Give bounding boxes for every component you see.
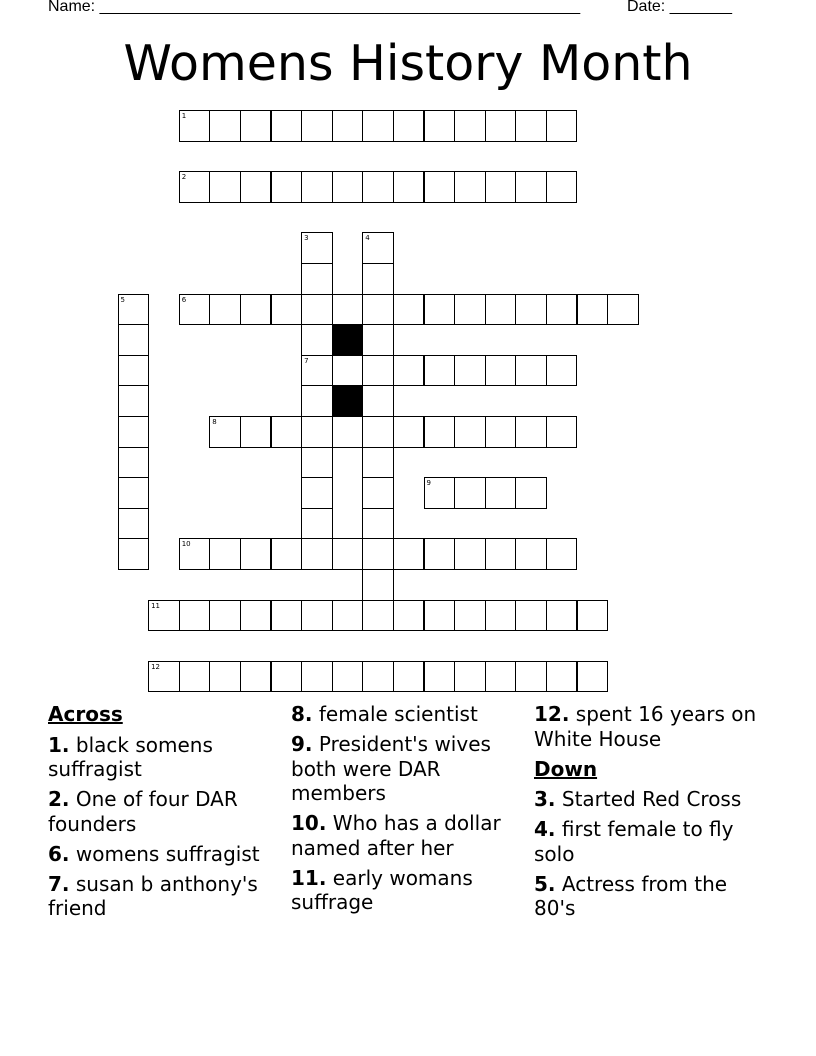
grid-cell[interactable] — [546, 661, 578, 693]
grid-cell[interactable] — [332, 171, 364, 203]
grid-cell[interactable] — [393, 600, 425, 632]
grid-cell[interactable] — [546, 416, 578, 448]
grid-cell[interactable] — [485, 110, 517, 142]
grid-cell[interactable] — [179, 294, 211, 326]
grid-cell[interactable] — [332, 110, 364, 142]
page-title: Womens History Month — [123, 35, 693, 92]
grid-cell[interactable] — [118, 355, 150, 387]
black-square — [332, 385, 364, 417]
grid-cell[interactable] — [546, 538, 578, 570]
clue-number: 1 — [181, 112, 187, 120]
grid-cell[interactable] — [118, 508, 150, 540]
grid-cell[interactable] — [118, 447, 150, 479]
grid-cell[interactable] — [424, 600, 456, 632]
clue-across-6: 6. womens suffragist — [48, 841, 260, 866]
grid-cell[interactable] — [301, 477, 333, 509]
grid-cell[interactable] — [485, 294, 517, 326]
grid-cell[interactable] — [271, 416, 303, 448]
grid-cell[interactable] — [118, 538, 150, 570]
clue-across-10: 10. Who has a dollar named after her — [291, 811, 501, 860]
grid-cell[interactable] — [515, 171, 547, 203]
grid-cell[interactable] — [454, 416, 486, 448]
clue-number: 9 — [426, 479, 431, 488]
grid-cell[interactable] — [362, 600, 394, 632]
grid-cell[interactable] — [332, 294, 364, 326]
grid-cell[interactable] — [362, 538, 394, 570]
grid-cell[interactable] — [393, 661, 425, 693]
clue-across-7: 7. susan b anthony's friend — [48, 871, 258, 920]
clue-across-9: 9. President's wives both were DAR members — [291, 732, 491, 805]
grid-cell[interactable] — [148, 661, 180, 693]
grid-cell[interactable] — [454, 538, 486, 570]
grid-cell[interactable] — [301, 355, 333, 387]
clue-across-11: 11. early womans suffrage — [291, 865, 473, 914]
grid-cell[interactable] — [179, 661, 211, 693]
grid-cell[interactable] — [454, 294, 486, 326]
grid-cell[interactable] — [485, 171, 517, 203]
grid-cell[interactable] — [301, 538, 333, 570]
grid-cell[interactable] — [362, 232, 394, 264]
grid-cell[interactable] — [271, 600, 303, 632]
grid-cell[interactable] — [301, 110, 333, 142]
grid-cell[interactable] — [148, 600, 180, 632]
grid-cell[interactable] — [454, 477, 486, 509]
grid-cell[interactable] — [577, 294, 609, 326]
grid-cell[interactable] — [118, 294, 150, 326]
grid-cell[interactable] — [301, 600, 333, 632]
grid-cell[interactable] — [362, 416, 394, 448]
grid-cell[interactable] — [240, 416, 272, 448]
grid-cell[interactable] — [424, 416, 456, 448]
grid-cell[interactable] — [485, 477, 517, 509]
grid-cell[interactable] — [271, 171, 303, 203]
grid-cell[interactable] — [362, 294, 394, 326]
grid-cell[interactable] — [209, 661, 241, 693]
grid-cell[interactable] — [271, 110, 303, 142]
grid-cell[interactable] — [454, 600, 486, 632]
grid-cell[interactable] — [332, 416, 364, 448]
grid-cell[interactable] — [209, 110, 241, 142]
grid-cell[interactable] — [179, 600, 211, 632]
grid-cell[interactable] — [332, 661, 364, 693]
grid-cell[interactable] — [515, 661, 547, 693]
grid-cell[interactable] — [240, 661, 272, 693]
grid-cell[interactable] — [362, 477, 394, 509]
grid-cell[interactable] — [393, 171, 425, 203]
clue-down-4: 4. first female to fly solo — [534, 817, 734, 866]
grid-cell[interactable] — [301, 232, 333, 264]
grid-cell[interactable] — [546, 110, 578, 142]
grid-cell[interactable] — [179, 171, 211, 203]
grid-cell[interactable] — [209, 294, 241, 326]
grid-cell[interactable] — [546, 294, 578, 326]
grid-cell[interactable] — [118, 416, 150, 448]
clue-number: 5 — [120, 295, 125, 304]
grid-cell[interactable] — [515, 416, 547, 448]
grid-cell[interactable] — [362, 385, 394, 417]
clue-number: 7 — [304, 356, 309, 365]
grid-cell[interactable] — [209, 538, 241, 570]
grid-cell[interactable] — [362, 569, 394, 601]
clue-number: 11 — [151, 601, 161, 610]
grid-cell[interactable] — [362, 508, 394, 540]
grid-cell[interactable] — [362, 324, 394, 356]
clue-across-12: 12. spent 16 years on White House — [534, 702, 757, 751]
grid-cell[interactable] — [209, 416, 241, 448]
grid-cell[interactable] — [485, 600, 517, 632]
name-field[interactable]: Name: ______________________________________________________ — [48, 0, 581, 15]
grid-cell[interactable] — [301, 385, 333, 417]
grid-cell[interactable] — [393, 355, 425, 387]
grid-cell[interactable] — [301, 294, 333, 326]
clue-down-5: 5. Actress from the 80's — [534, 871, 728, 920]
clue-column-1 — [48, 702, 288, 926]
clue-number: 12 — [151, 662, 161, 671]
grid-cell[interactable] — [362, 263, 394, 295]
clue-column-2 — [291, 702, 531, 920]
grid-cell[interactable] — [515, 600, 547, 632]
across-heading: Across — [48, 702, 123, 726]
grid-cell[interactable] — [485, 538, 517, 570]
down-heading: Down — [534, 756, 598, 781]
date-field[interactable]: Date: _______ — [627, 0, 732, 15]
clue-number: 8 — [212, 418, 217, 426]
grid-cell[interactable] — [332, 538, 364, 570]
grid-cell[interactable] — [362, 171, 394, 203]
grid-cell[interactable] — [332, 355, 364, 387]
clue-across-2: 2. One of four DAR founders — [48, 787, 238, 836]
grid-cell[interactable] — [546, 600, 578, 632]
grid-cell[interactable] — [393, 110, 425, 142]
grid-cell[interactable] — [424, 171, 456, 203]
grid-cell[interactable] — [515, 355, 547, 387]
grid-cell[interactable] — [515, 294, 547, 326]
grid-cell[interactable] — [454, 171, 486, 203]
grid-cell[interactable] — [546, 171, 578, 203]
grid-cell[interactable] — [362, 447, 394, 479]
grid-cell[interactable] — [485, 661, 517, 693]
grid-cell[interactable] — [240, 538, 272, 570]
grid-cell[interactable] — [577, 661, 609, 693]
grid-cell[interactable] — [301, 324, 333, 356]
grid-cell[interactable] — [515, 110, 547, 142]
grid-cell[interactable] — [271, 294, 303, 326]
grid-cell[interactable] — [118, 324, 150, 356]
grid-cell[interactable] — [118, 477, 150, 509]
clue-across-1: 1. black somens suffragist — [48, 732, 213, 781]
clue-number: 3 — [304, 234, 309, 243]
grid-cell[interactable] — [301, 171, 333, 203]
grid-cell[interactable] — [424, 294, 456, 326]
grid-cell[interactable] — [179, 538, 211, 570]
grid-cell[interactable] — [424, 538, 456, 570]
grid-cell[interactable] — [301, 447, 333, 479]
grid-cell[interactable] — [454, 661, 486, 693]
grid-cell[interactable] — [393, 294, 425, 326]
clue-column-3 — [534, 702, 764, 926]
grid-cell[interactable] — [362, 661, 394, 693]
grid-cell[interactable] — [271, 538, 303, 570]
grid-cell[interactable] — [454, 110, 486, 142]
grid-cell[interactable] — [424, 661, 456, 693]
grid-cell[interactable] — [454, 355, 486, 387]
grid-cell[interactable] — [515, 538, 547, 570]
grid-cell[interactable] — [179, 110, 211, 142]
clue-across-8: 8. female scientist — [291, 702, 478, 726]
grid-cell[interactable] — [362, 355, 394, 387]
grid-cell[interactable] — [271, 661, 303, 693]
grid-cell[interactable] — [301, 661, 333, 693]
grid-cell[interactable] — [485, 355, 517, 387]
clue-number: 4 — [365, 234, 370, 243]
grid-cell[interactable] — [393, 416, 425, 448]
grid-cell[interactable] — [577, 600, 609, 632]
grid-cell[interactable] — [546, 355, 578, 387]
clue-down-3: 3. Started Red Cross — [534, 787, 742, 811]
grid-cell[interactable] — [515, 477, 547, 509]
clue-number: 6 — [181, 295, 187, 304]
grid-cell[interactable] — [393, 538, 425, 570]
grid-cell[interactable] — [118, 385, 150, 417]
grid-cell[interactable] — [240, 294, 272, 326]
grid-cell[interactable] — [240, 600, 272, 632]
grid-cell[interactable] — [607, 294, 639, 326]
grid-cell[interactable] — [209, 600, 241, 632]
grid-cell[interactable] — [301, 416, 333, 448]
grid-cell[interactable] — [301, 263, 333, 295]
grid-cell[interactable] — [424, 477, 456, 509]
clue-number: 10 — [181, 540, 191, 549]
grid-cell[interactable] — [485, 416, 517, 448]
grid-cell[interactable] — [424, 355, 456, 387]
grid-cell[interactable] — [424, 110, 456, 142]
grid-cell[interactable] — [332, 600, 364, 632]
grid-cell[interactable] — [240, 110, 272, 142]
grid-cell[interactable] — [362, 110, 394, 142]
black-square — [332, 324, 364, 356]
clue-number: 2 — [181, 173, 187, 182]
grid-cell[interactable] — [301, 508, 333, 540]
grid-cell[interactable] — [209, 171, 241, 203]
grid-cell[interactable] — [240, 171, 272, 203]
